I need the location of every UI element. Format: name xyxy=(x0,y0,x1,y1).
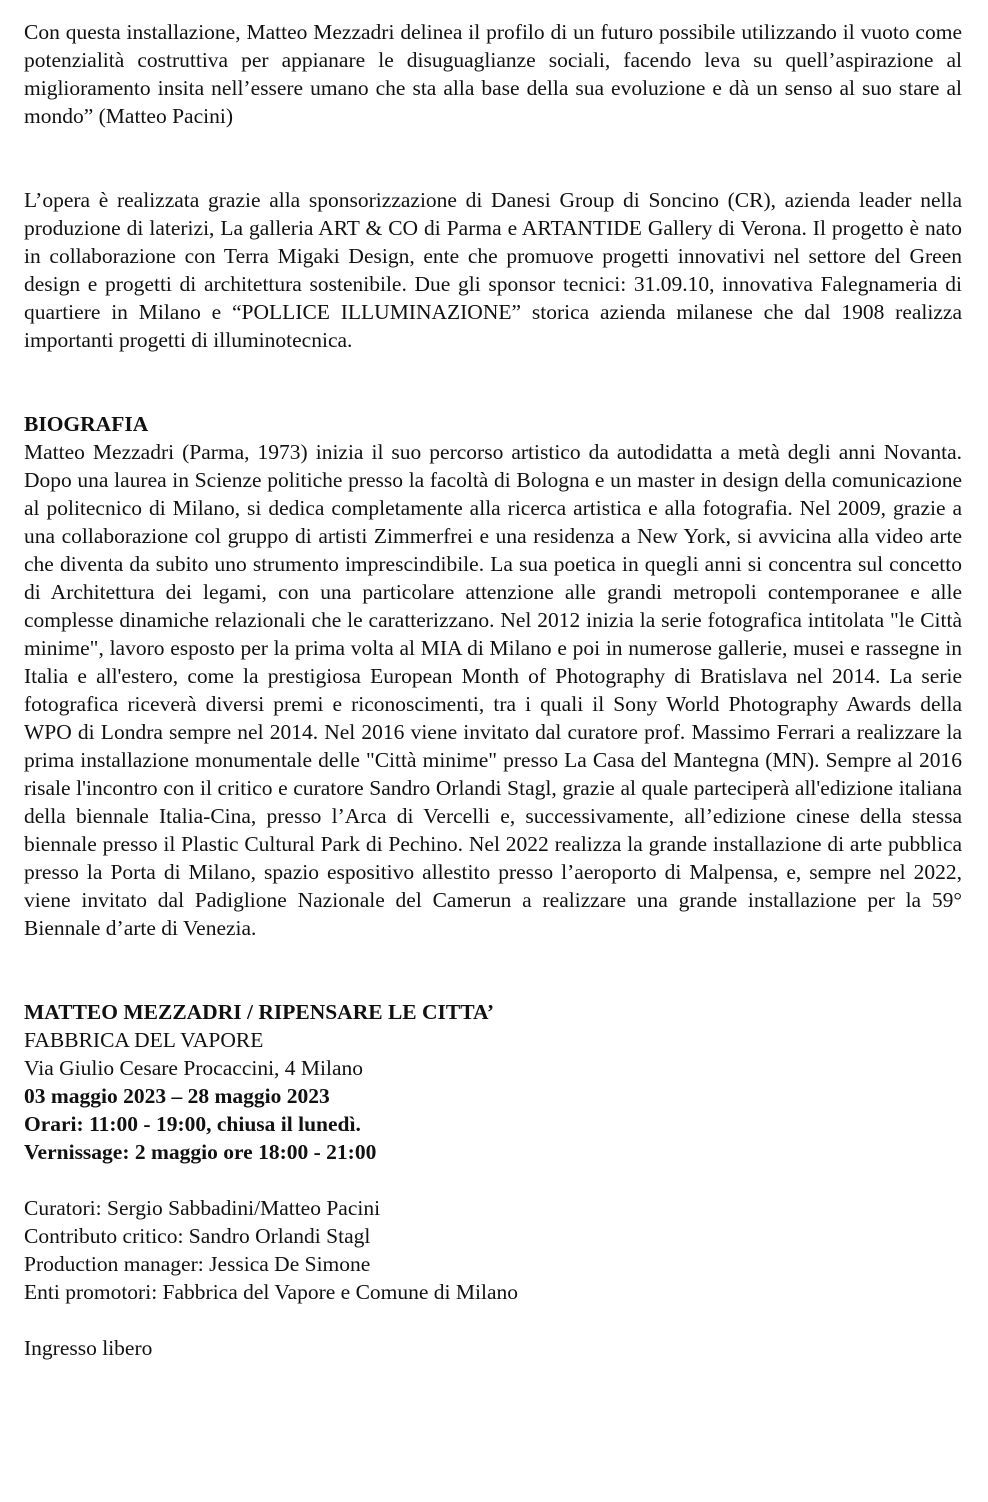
admission-note: Ingresso libero xyxy=(24,1336,153,1360)
spacer xyxy=(24,1306,962,1334)
credits-critic: Contributo critico: Sandro Orlandi Stagl xyxy=(24,1224,371,1248)
quote-paragraph: Con questa installazione, Matteo Mezzadri delinea il profilo di un futuro possibile utilizzando il vuoto come potenzialità costruttiva per appianare le disuguaglianze sociali, facendo leva su quell’aspirazione al miglioramento insita nell’essere umano che sta alla base della sua evoluzione e dà un senso al suo stare al mondo” (Matteo Pacini) xyxy=(24,20,962,128)
spacer xyxy=(24,942,962,998)
event-title: MATTEO MEZZADRI / RIPENSARE LE CITTA’ xyxy=(24,1000,495,1024)
biography-paragraph: Matteo Mezzadri (Parma, 1973) inizia il suo percorso artistico da autodidatta a metà degli anni Novanta. Dopo una laurea in Scienze politiche presso la facoltà di Bologna e un master in design della comunicazione al politecnico di Milano, si dedica completamente alla ricerca artistica e alla fotografia. Nel 2009, grazie a una collaborazione col gruppo di artisti Zimmerfrei e una residenza a New York, si avvicina alla video arte che diventa da subito uno strumento imprescindibile. La sua poetica in quegli anni si concentra sul concetto di Architettura dei legami, con una particolare attenzione alle grandi metropoli contemporanee e alle complesse dinamiche relazionali che le caratterizzano. Nel 2012 inizia la serie fotografica intitolata "le Città minime", lavoro esposto per la prima volta al MIA di Milano e poi in numerose gallerie, musei e rassegne in Italia e all'estero, come la prestigiosa European Month of Photography di Bratislava nel 2014. La serie fotografica riceverà diversi premi e riconoscimenti, tra i quali il Sony World Photography Awards della WPO di Londra sempre nel 2014. Nel 2016 viene invitato dal curatore prof. Massimo Ferrari a realizzare la prima installazione monumentale delle "Città minime" presso La Casa del Mantegna (MN). Sempre al 2016 risale l'incontro con il critico e curatore Sandro Orlandi Stagl, grazie al quale parteciperà all'edizione italiana della biennale Italia-Cina, presso l’Arca di Vercelli e, successivamente, all’edizione cinese della stessa biennale presso il Plastic Cultural Park di Pechino. Nel 2022 realizza la grande installazione di arte pubblica presso la Porta di Milano, spazio espositivo allestito presso l’aeroporto di Malpensa, e, sempre nel 2022, viene invitato dal Padiglione Nazionale del Camerun a realizzare una grande installazione per la 59° Biennale d’arte di Venezia. xyxy=(24,440,962,940)
event-vernissage: Vernissage: 2 maggio ore 18:00 - 21:00 xyxy=(24,1140,377,1164)
spacer xyxy=(24,354,962,410)
document-page xyxy=(24,18,962,1362)
event-dates: 03 maggio 2023 – 28 maggio 2023 xyxy=(24,1084,330,1108)
credits-curators: Curatori: Sergio Sabbadini/Matteo Pacini xyxy=(24,1196,381,1220)
spacer xyxy=(24,130,962,186)
credits-production: Production manager: Jessica De Simone xyxy=(24,1252,371,1276)
spacer xyxy=(24,1166,962,1194)
credits-promoters: Enti promotori: Fabbrica del Vapore e Comune di Milano xyxy=(24,1280,519,1304)
sponsors-paragraph: L’opera è realizzata grazie alla sponsorizzazione di Danesi Group di Soncino (CR), azienda leader nella produzione di laterizi, La galleria ART & CO di Parma e ARTANTIDE Gallery di Verona. Il progetto è nato in collaborazione con Terra Migaki Design, ente che promuove progetti innovativi nel settore del Green design e progetti di architettura sostenibile. Due gli sponsor tecnici: 31.09.10, innovativa Falegnameria di quartiere in Milano e “POLLICE ILLUMINAZIONE” storica azienda milanese che dal 1908 realizza importanti progetti di illuminotecnica. xyxy=(24,188,962,352)
event-hours: Orari: 11:00 - 19:00, chiusa il lunedì. xyxy=(24,1112,361,1136)
biography-heading: BIOGRAFIA xyxy=(24,412,149,436)
event-venue: FABBRICA DEL VAPORE xyxy=(24,1028,264,1052)
event-address: Via Giulio Cesare Procaccini, 4 Milano xyxy=(24,1056,364,1080)
